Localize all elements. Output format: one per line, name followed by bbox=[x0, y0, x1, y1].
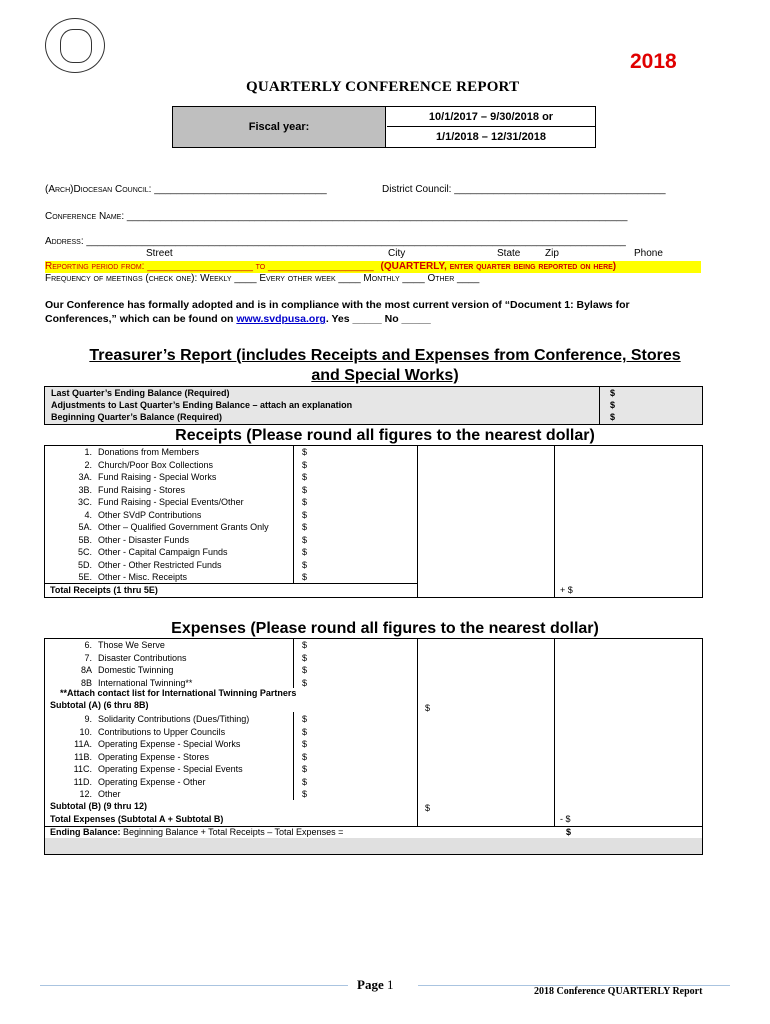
compliance-line-2 bbox=[45, 313, 431, 325]
line-item-label: Disaster Contributions bbox=[98, 652, 187, 663]
address-state-label: State bbox=[497, 248, 521, 259]
line-item-label: Fund Raising - Special Events/Other bbox=[98, 497, 244, 507]
line-item-label: Operating Expense - Special Events bbox=[98, 764, 243, 774]
line-item-label: Other - Misc. Receipts bbox=[98, 572, 188, 582]
svdp-seal-logo bbox=[45, 18, 105, 73]
twinning-note: **Attach contact list for International Twinning Partners bbox=[60, 688, 297, 698]
line-item-number: 11A. bbox=[74, 739, 92, 749]
line-item-label: Other - Other Restricted Funds bbox=[98, 559, 222, 570]
reporting-period-row bbox=[45, 261, 701, 273]
fiscal-option-2[interactable]: 1/1/2018 – 12/31/2018 bbox=[435, 131, 547, 143]
line-item-number: 4. bbox=[84, 509, 92, 520]
quarterly-note: (QUARTERLY, enter quarter being reported on here) bbox=[380, 261, 617, 272]
line-item-label: Operating Expense - Other bbox=[98, 776, 206, 787]
line-item-number: 9. bbox=[84, 714, 92, 724]
last-quarter-value[interactable]: $ bbox=[610, 388, 616, 398]
line-item-amount[interactable]: $ bbox=[302, 547, 308, 557]
adjustments-value[interactable]: $ bbox=[610, 400, 616, 410]
line-item-number: 5C. bbox=[77, 547, 92, 557]
report-year: 2018 bbox=[630, 50, 677, 73]
line-item-amount[interactable]: $ bbox=[302, 509, 308, 520]
line-item-amount[interactable]: $ bbox=[302, 714, 308, 724]
line-item-number: 5E. bbox=[78, 572, 92, 582]
conference-name-field[interactable]: Conference Name: __________________________________________________________________________________________ bbox=[45, 211, 628, 222]
district-council-field[interactable]: District Council: ______________________________________ bbox=[382, 184, 666, 195]
line-item-amount[interactable]: $ bbox=[302, 764, 308, 774]
fiscal-year-table bbox=[172, 106, 596, 148]
fiscal-option-1[interactable]: 10/1/2017 – 9/30/2018 or bbox=[387, 107, 595, 127]
total-receipts-label: Total Receipts (1 thru 5E) bbox=[50, 585, 158, 595]
fiscal-year-label: Fiscal year: bbox=[173, 107, 386, 147]
line-item-number: 11D. bbox=[73, 776, 92, 787]
yes-no-field[interactable]: . Yes _____ No _____ bbox=[325, 313, 431, 325]
page-label: Page bbox=[357, 977, 384, 992]
line-item-number: 3C. bbox=[77, 497, 92, 507]
line-item-amount[interactable]: $ bbox=[302, 459, 308, 470]
address-field[interactable]: Address: _________________________________________________________________________________________________ bbox=[45, 236, 626, 247]
line-item-label: Operating Expense - Special Works bbox=[98, 739, 241, 749]
line-item-label: Other SVdP Contributions bbox=[98, 509, 202, 520]
line-item-amount[interactable]: $ bbox=[302, 534, 308, 545]
line-item-label: Those We Serve bbox=[98, 640, 165, 650]
balance-table bbox=[44, 386, 703, 425]
total-expenses-value[interactable]: - $ bbox=[560, 814, 571, 824]
line-item-amount[interactable]: $ bbox=[302, 497, 308, 507]
compliance-text: Conferences,” which can be found on bbox=[45, 313, 234, 325]
subtotal-a-label: Subtotal (A) (6 thru 8B) bbox=[50, 700, 149, 710]
total-expenses-label: Total Expenses (Subtotal A + Subtotal B) bbox=[50, 814, 224, 824]
total-receipts-value[interactable]: + $ bbox=[560, 585, 573, 595]
meeting-frequency-field[interactable]: Frequency of meetings (check one): Weekly ____ Every other week ____ Monthly ____ Other ____ bbox=[45, 273, 480, 284]
subtotal-b-label: Subtotal (B) (9 thru 12) bbox=[50, 801, 147, 811]
page-number bbox=[357, 977, 393, 993]
line-item-amount[interactable]: $ bbox=[302, 652, 308, 663]
beginning-quarter-balance: Beginning Quarter’s Balance (Required) bbox=[51, 412, 223, 422]
subtotal-b-value[interactable]: $ bbox=[425, 803, 431, 813]
ending-balance-value[interactable]: $ bbox=[566, 827, 572, 837]
footer-report-title: 2018 Conference QUARTERLY Report bbox=[534, 986, 703, 997]
line-item-label: Fund Raising - Special Works bbox=[98, 472, 217, 482]
line-item-label: Other – Qualified Government Grants Only bbox=[98, 522, 269, 532]
address-street-label: Street bbox=[146, 248, 173, 259]
treasurer-report-title-1: Treasurer’s Report (includes Receipts and Expenses from Conference, Stores bbox=[89, 347, 681, 364]
line-item-number: 7. bbox=[84, 652, 92, 663]
line-item-amount[interactable]: $ bbox=[302, 559, 308, 570]
line-item-amount[interactable]: $ bbox=[302, 484, 308, 495]
line-item-number: 3A. bbox=[78, 472, 92, 482]
ending-balance-formula: Beginning Balance + Total Receipts – Total Expenses = bbox=[120, 827, 344, 837]
line-item-number: 5A. bbox=[78, 522, 92, 532]
line-item-label: Solidarity Contributions (Dues/Tithing) bbox=[98, 714, 250, 724]
line-item-number: 12. bbox=[79, 789, 92, 799]
line-item-amount[interactable]: $ bbox=[302, 640, 308, 650]
line-item-number: 11B. bbox=[74, 751, 92, 762]
line-item-label: Other - Disaster Funds bbox=[98, 534, 190, 545]
compliance-line-1: Our Conference has formally adopted and is in compliance with the most current version of “Document 1: Bylaws for bbox=[45, 299, 630, 311]
diocesan-council-field[interactable]: (Arch)Diocesan Council: _______________________________ bbox=[45, 184, 327, 195]
receipts-title: Receipts (Please round all figures to the nearest dollar) bbox=[175, 427, 595, 444]
reporting-period-field[interactable]: Reporting period from: ___________________ to ___________________ bbox=[45, 261, 374, 272]
line-item-amount[interactable]: $ bbox=[302, 751, 308, 762]
line-item-number: 2. bbox=[84, 459, 92, 470]
line-item-label: Contributions to Upper Councils bbox=[98, 726, 226, 737]
line-item-number: 8A bbox=[80, 665, 92, 675]
line-item-label: Other - Capital Campaign Funds bbox=[98, 547, 228, 557]
line-item-amount[interactable]: $ bbox=[302, 776, 308, 787]
line-item-number: 1. bbox=[84, 447, 92, 457]
line-item-amount[interactable]: $ bbox=[302, 677, 308, 688]
line-item-amount[interactable]: $ bbox=[302, 472, 308, 482]
line-item-amount[interactable]: $ bbox=[302, 726, 308, 737]
line-item-amount[interactable]: $ bbox=[302, 739, 308, 749]
line-item-number: 8B bbox=[80, 677, 92, 688]
line-item-number: 10. bbox=[79, 726, 92, 737]
page-title: QUARTERLY CONFERENCE REPORT bbox=[246, 79, 520, 95]
line-item-amount[interactable]: $ bbox=[302, 665, 308, 675]
ending-balance-row bbox=[50, 827, 343, 837]
page-num: 1 bbox=[386, 977, 394, 992]
treasurer-report-title-2: and Special Works) bbox=[311, 367, 459, 384]
line-item-number: 11C. bbox=[73, 764, 92, 774]
line-item-label: International Twinning** bbox=[98, 677, 193, 688]
adjustments-row: Adjustments to Last Quarter’s Ending Balance – attach an explanation bbox=[51, 400, 353, 410]
address-city-label: City bbox=[388, 248, 406, 259]
line-item-number: 3B. bbox=[78, 484, 92, 495]
line-item-label: Other bbox=[98, 789, 121, 799]
expenses-title: Expenses (Please round all figures to the nearest dollar) bbox=[171, 620, 599, 637]
line-item-amount[interactable]: $ bbox=[302, 572, 308, 582]
line-item-amount[interactable]: $ bbox=[302, 522, 308, 532]
line-item-label: Church/Poor Box Collections bbox=[98, 459, 214, 470]
line-item-number: 6. bbox=[84, 640, 92, 650]
subtotal-a-value[interactable]: $ bbox=[425, 703, 431, 713]
line-item-amount[interactable]: $ bbox=[302, 789, 308, 799]
line-item-label: Fund Raising - Stores bbox=[98, 484, 186, 495]
line-item-label: Donations from Members bbox=[98, 447, 200, 457]
svdpusa-link[interactable]: www.svdpusa.org bbox=[236, 313, 326, 325]
line-item-number: 5D. bbox=[77, 559, 92, 570]
line-item-label: Domestic Twinning bbox=[98, 665, 174, 675]
address-zip-label: Zip bbox=[545, 248, 559, 259]
line-item-number: 5B. bbox=[78, 534, 92, 545]
address-phone-label: Phone bbox=[634, 248, 663, 259]
ending-balance-shade bbox=[45, 838, 702, 854]
ending-balance-label: Ending Balance: bbox=[50, 827, 121, 837]
line-item-label: Operating Expense - Stores bbox=[98, 751, 210, 762]
line-item-amount[interactable]: $ bbox=[302, 447, 308, 457]
last-quarter-ending-balance: Last Quarter’s Ending Balance (Required) bbox=[51, 388, 230, 398]
beginning-balance-value[interactable]: $ bbox=[610, 412, 616, 422]
